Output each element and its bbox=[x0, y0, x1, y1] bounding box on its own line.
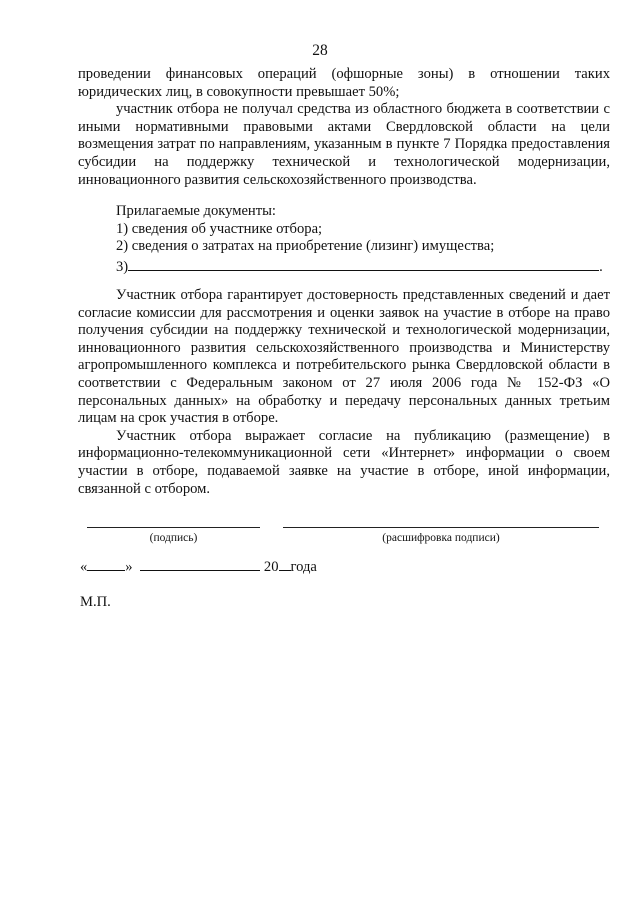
attachments-list bbox=[116, 203, 610, 276]
date-year-suffix: года bbox=[290, 559, 317, 575]
date-open-quote: « bbox=[80, 559, 88, 575]
attachment-item-3-number: 3) bbox=[116, 258, 129, 275]
attachments-heading: Прилагаемые документы: bbox=[116, 203, 276, 219]
attachment-item-1: 1) сведения об участнике отбора; bbox=[116, 220, 323, 237]
date-year-prefix: 20 bbox=[263, 559, 279, 575]
paragraph-data-consent: Участник отбора гарантирует достоверность представленных сведений и дает согласие комиссии для рассмотрения и оценки заявок на участие в отборе на право получения субсидии на поддержку технической и технологической модернизации, инновационного развития сельскохозяйственного производства и Министерству агропромышленного комплекса и потребительского рынка Свердловской области в соответствии с Федеральным законом от 27 июля 2006 года № 152-ФЗ «О персональных данных» на обработку и передачу персональных данных третьим лицам на срок участия в отборе. bbox=[78, 287, 610, 427]
paragraph-publication-consent: Участник отбора выражает согласие на публикацию (размещение) в информационно-телекоммуникационной сети «Интернет» информации о своем участии в отборе, подаваемой заявке на участие в отборе, иной информации, связанной с отбором. bbox=[78, 427, 610, 497]
signature-caption: (подпись) bbox=[149, 532, 198, 544]
date-line bbox=[80, 557, 317, 576]
stamp-place: М.П. bbox=[80, 594, 111, 610]
consent-paragraphs bbox=[78, 287, 610, 498]
page-number: 28 bbox=[312, 42, 328, 59]
attachment-item-3-blank-line[interactable] bbox=[128, 256, 599, 271]
intro-paragraphs bbox=[78, 66, 610, 189]
paragraph-no-regional-funds: участник отбора не получал средства из областного бюджета в соответствии с иными нормативными правовыми актами Свердловской области на цели возмещения затрат по направлениям, указанным в пункте 7 Порядка предоставления субсидии на поддержку технической и технологической модернизации, инновационного развития сельскохозяйственного производства. bbox=[78, 101, 610, 188]
attachment-item-3-period: . bbox=[599, 258, 603, 275]
signature-decode-line[interactable] bbox=[283, 527, 599, 528]
date-month-blank[interactable] bbox=[140, 557, 260, 571]
signature-decode-caption: (расшифровка подписи) bbox=[382, 532, 500, 544]
attachment-item-3 bbox=[116, 256, 610, 277]
paragraph-offshore: проведении финансовых операций (офшорные зоны) в отношении таких юридических лиц, в совокупности превышает 50%; bbox=[78, 66, 610, 100]
date-year-blank[interactable] bbox=[279, 557, 291, 571]
date-close-quote: » bbox=[125, 559, 133, 575]
date-day-blank[interactable] bbox=[87, 557, 125, 571]
signature-line[interactable] bbox=[87, 527, 260, 528]
attachment-item-2: 2) сведения о затратах на приобретение (лизинг) имущества; bbox=[116, 238, 495, 255]
